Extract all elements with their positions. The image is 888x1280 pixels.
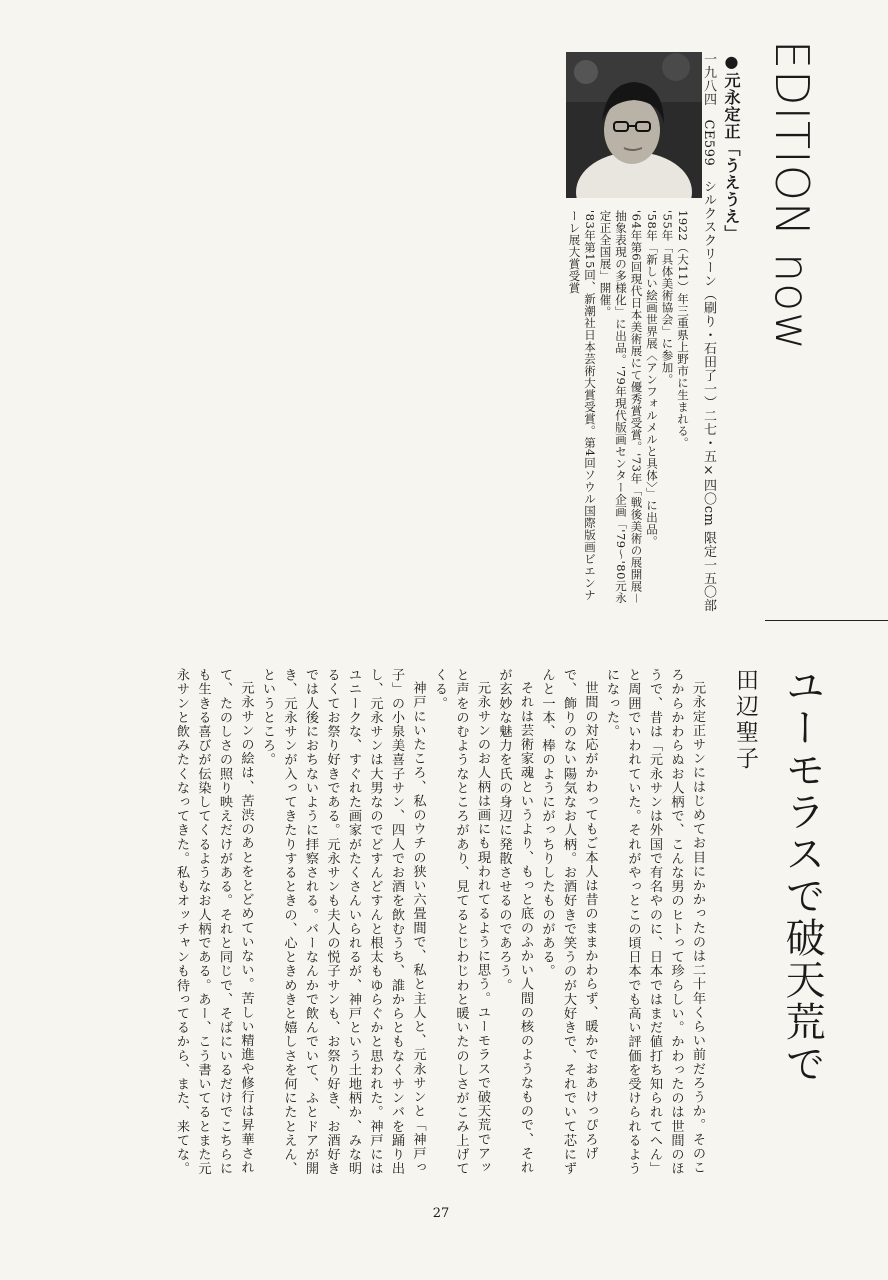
bio-line: '58年「新しい絵画世界展〈アンフォルメルと具体〉」に出品。	[645, 210, 659, 548]
section-title: EDITION now	[765, 40, 819, 351]
article-paragraph: 世間の対応がかわってもご本人は昔のままかわらず、暖かでおあけっぴろげで、飾りのない陽気なお人柄。お酒好きで笑うのが大好きで、それでいて芯にずんと一本、棒のようにがっちりしたものがある。	[539, 668, 598, 1176]
article-paragraph: それは芸術家魂というより、もっと底のふかい人間の核のようなもので、それが玄妙な魅力を氏の身辺に発散させるのであろう。	[496, 668, 533, 1175]
article-paragraph: 元永サンの絵は、苦渋のあとをとどめていない。苦しい精進や修行は昇華されて、たのしさの照り映えだけがある。それと同じで、そばにいるだけでこちらにも生きる喜びが伝染してくるようなお人柄である。あー、こう書いてるとまた元永サンと飲みたくなってきた。私もオッチャンも待ってるから、また、来てな。	[174, 668, 254, 1176]
article-paragraph: 元永定正サンにはじめてお目にかかったのは二十年くらい前だろうか。そのころからかわらぬお人柄で、こんな男のヒトって珍らしい。かわったのは世間のほうで、昔は「元永サンは外国で有名やのに、日本ではまだ値打ち知られてへん」と周囲でいわれていた。それがやっとこの頃日本でも高い評価を受けられるようになった。	[604, 668, 705, 1176]
bio-line: 1922（大11）年三重県上野市に生まれる。	[676, 210, 690, 449]
bio-line: '83年第15回、新潮社日本芸術大賞受賞。第4回ソウル国際版画ビエンナーレ展大賞受賞	[567, 210, 597, 601]
section-divider	[765, 620, 888, 621]
bio-line: '64年第6回現代日本美術展にて優秀賞受賞。'73年「戦後美術の展開展－抽象表現の多様化」に出品。'79年現代版画センター企画「'79～'80元永定正全国展」開催。	[598, 210, 644, 605]
article-title: ユーモラスで破天荒で	[779, 665, 825, 1085]
artist-biography	[565, 210, 690, 610]
article-author: 田辺聖子	[732, 668, 758, 772]
page-number: 27	[432, 1206, 450, 1221]
artwork-caption-title: ●元永定正「うえうえ」	[722, 52, 741, 242]
article-paragraph: 元永サンのお人柄は画にも現われてるように思う。ユーモラスで破天荒でアッと声をのむようなところがあり、見てるとじわじわと暖いたのしさがこみ上げてくる。	[432, 668, 490, 1176]
article-body	[48, 668, 708, 1188]
portrait-image	[566, 52, 702, 198]
bio-line: '55年「具体美術協会」に参加。	[660, 210, 675, 386]
artist-portrait-photo	[566, 52, 702, 198]
artwork-caption-spec: 一九八四 CE599 シルクスクリーン（刷り・石田了一）二七・五×四〇cm 限定一五〇部	[701, 52, 716, 612]
article-paragraph: 神戸にいたころ、私のウチの狭い六畳間で、私と主人と、元永サンと「神戸っ子」の小泉美喜子サン、四人でお酒を飲むうち、誰からともなくサンバを踊り出し、元永サンは大男なのでどすんどすんと根太もゆらぐかと思われた。神戸にはユニークな、すぐれた画家がたくさんいられるが、神戸という土地柄か、みな明るくてお祭り好きである。元永サンも夫人の悦子サンも、お祭り好き、お酒好きでは人後におちないように拝察される。バーなんかで飲んでいて、ふとドアが開き、元永サンが入ってきたりするときの、心ときめきと嬉しさを何にたとえん、というところ。	[260, 668, 426, 1176]
